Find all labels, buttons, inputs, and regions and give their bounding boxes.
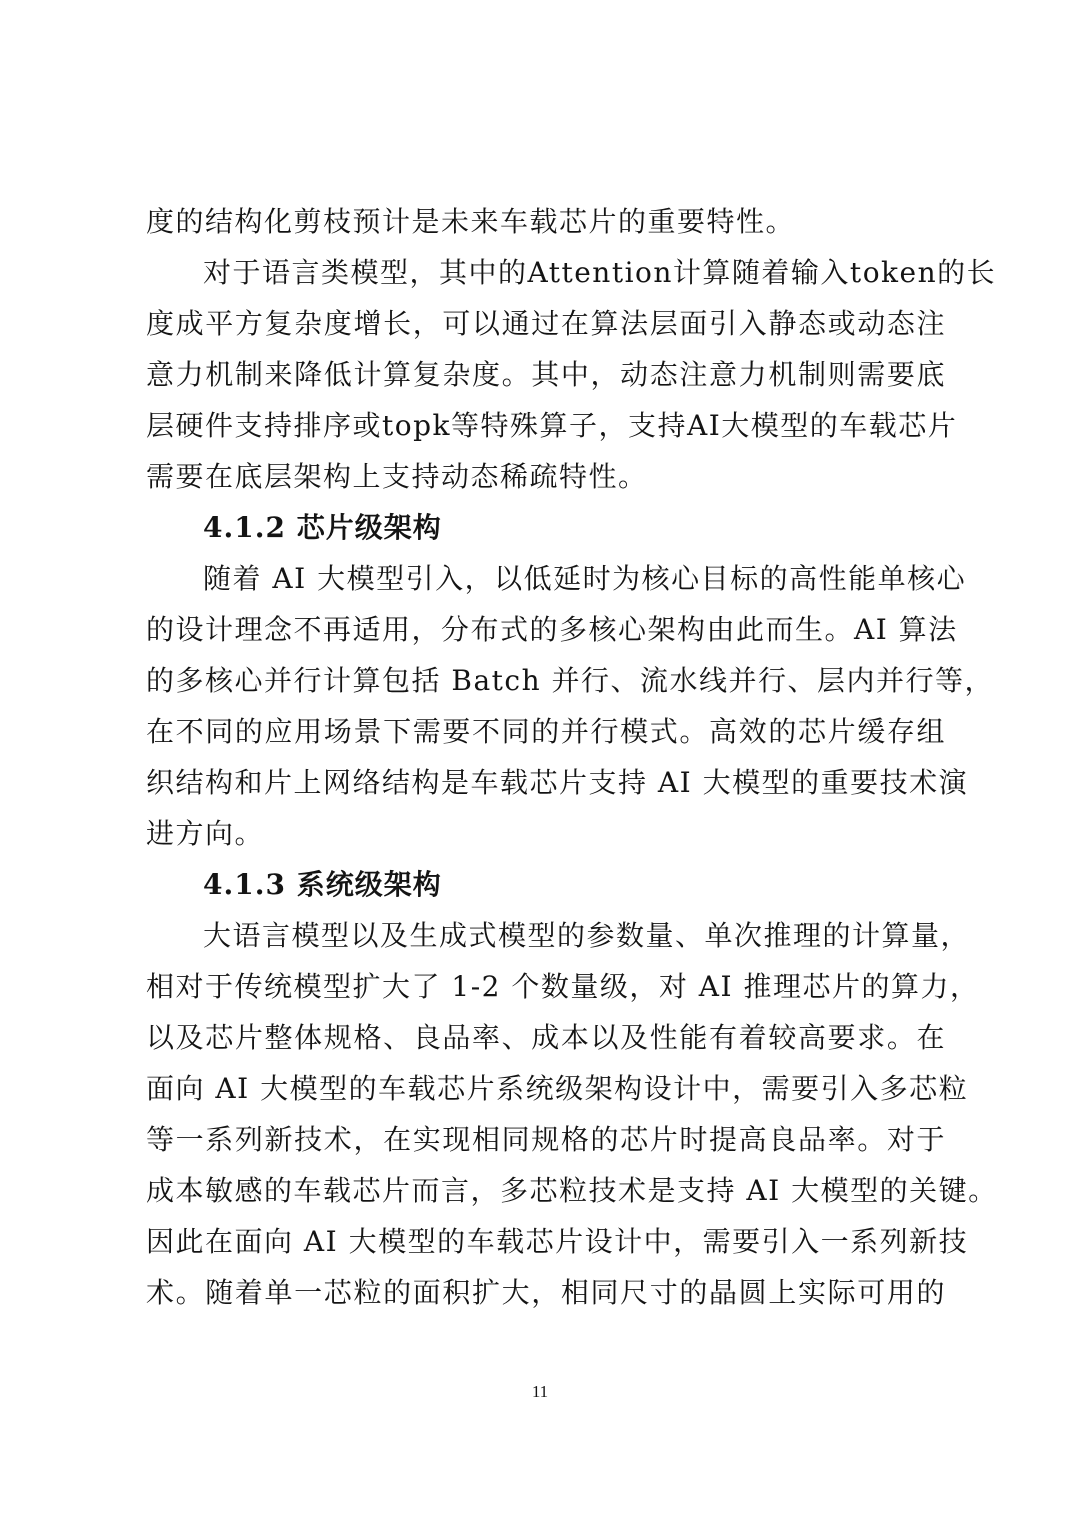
paragraph-line: 在不同的应用场景下需要不同的并行模式。高效的芯片缓存组 (146, 715, 946, 748)
paragraph-line: 相对于传统模型扩大了 1-2 个数量级，对 AI 推理芯片的算力， (146, 970, 980, 1003)
paragraph-line: 意力机制来降低计算复杂度。其中，动态注意力机制则需要底 (146, 358, 946, 391)
paragraph-line: 需要在底层架构上支持动态稀疏特性。 (146, 460, 648, 493)
paragraph-line: 因此在面向 AI 大模型的车载芯片设计中，需要引入一系列新技 (146, 1225, 969, 1258)
paragraph-line: 随着 AI 大模型引入，以低延时为核心目标的高性能单核心 (203, 562, 967, 595)
paragraph-line: 进方向。 (146, 817, 265, 850)
paragraph-line: 面向 AI 大模型的车载芯片系统级架构设计中，需要引入多芯粒 (146, 1072, 969, 1105)
paragraph-line: 织结构和片上网络结构是车载芯片支持 AI 大模型的重要技术演 (146, 766, 969, 799)
page-number: 11 (531, 1382, 549, 1401)
paragraph-line: 大语言模型以及生成式模型的参数量、单次推理的计算量， (203, 919, 971, 952)
section-heading-4-1-2: 4.1.2 芯片级架构 (203, 511, 442, 544)
paragraph-line: 等一系列新技术，在实现相同规格的芯片时提高良品率。对于 (146, 1123, 946, 1156)
paragraph-line: 以及芯片整体规格、良品率、成本以及性能有着较高要求。在 (146, 1021, 946, 1054)
paragraph-line: 的多核心并行计算包括 Batch 并行、流水线并行、层内并行等， (146, 664, 995, 697)
paragraph-line: 层硬件支持排序或topk等特殊算子，支持AI大模型的车载芯片 (146, 409, 958, 442)
paragraph-line: 成本敏感的车载芯片而言，多芯粒技术是支持 AI 大模型的关键。 (146, 1174, 998, 1207)
paragraph-line: 度成平方复杂度增长，可以通过在算法层面引入静态或动态注 (146, 307, 946, 340)
section-heading-4-1-3: 4.1.3 系统级架构 (203, 868, 442, 901)
paragraph-line: 术。随着单一芯粒的面积扩大，相同尺寸的晶圆上实际可用的 (146, 1276, 946, 1309)
paragraph-line: 对于语言类模型，其中的Attention计算随着输入token的长 (203, 256, 997, 289)
paragraph-line: 度的结构化剪枝预计是未来车载芯片的重要特性。 (146, 205, 796, 238)
paragraph-line: 的设计理念不再适用，分布式的多核心架构由此而生。AI 算法 (146, 613, 958, 646)
